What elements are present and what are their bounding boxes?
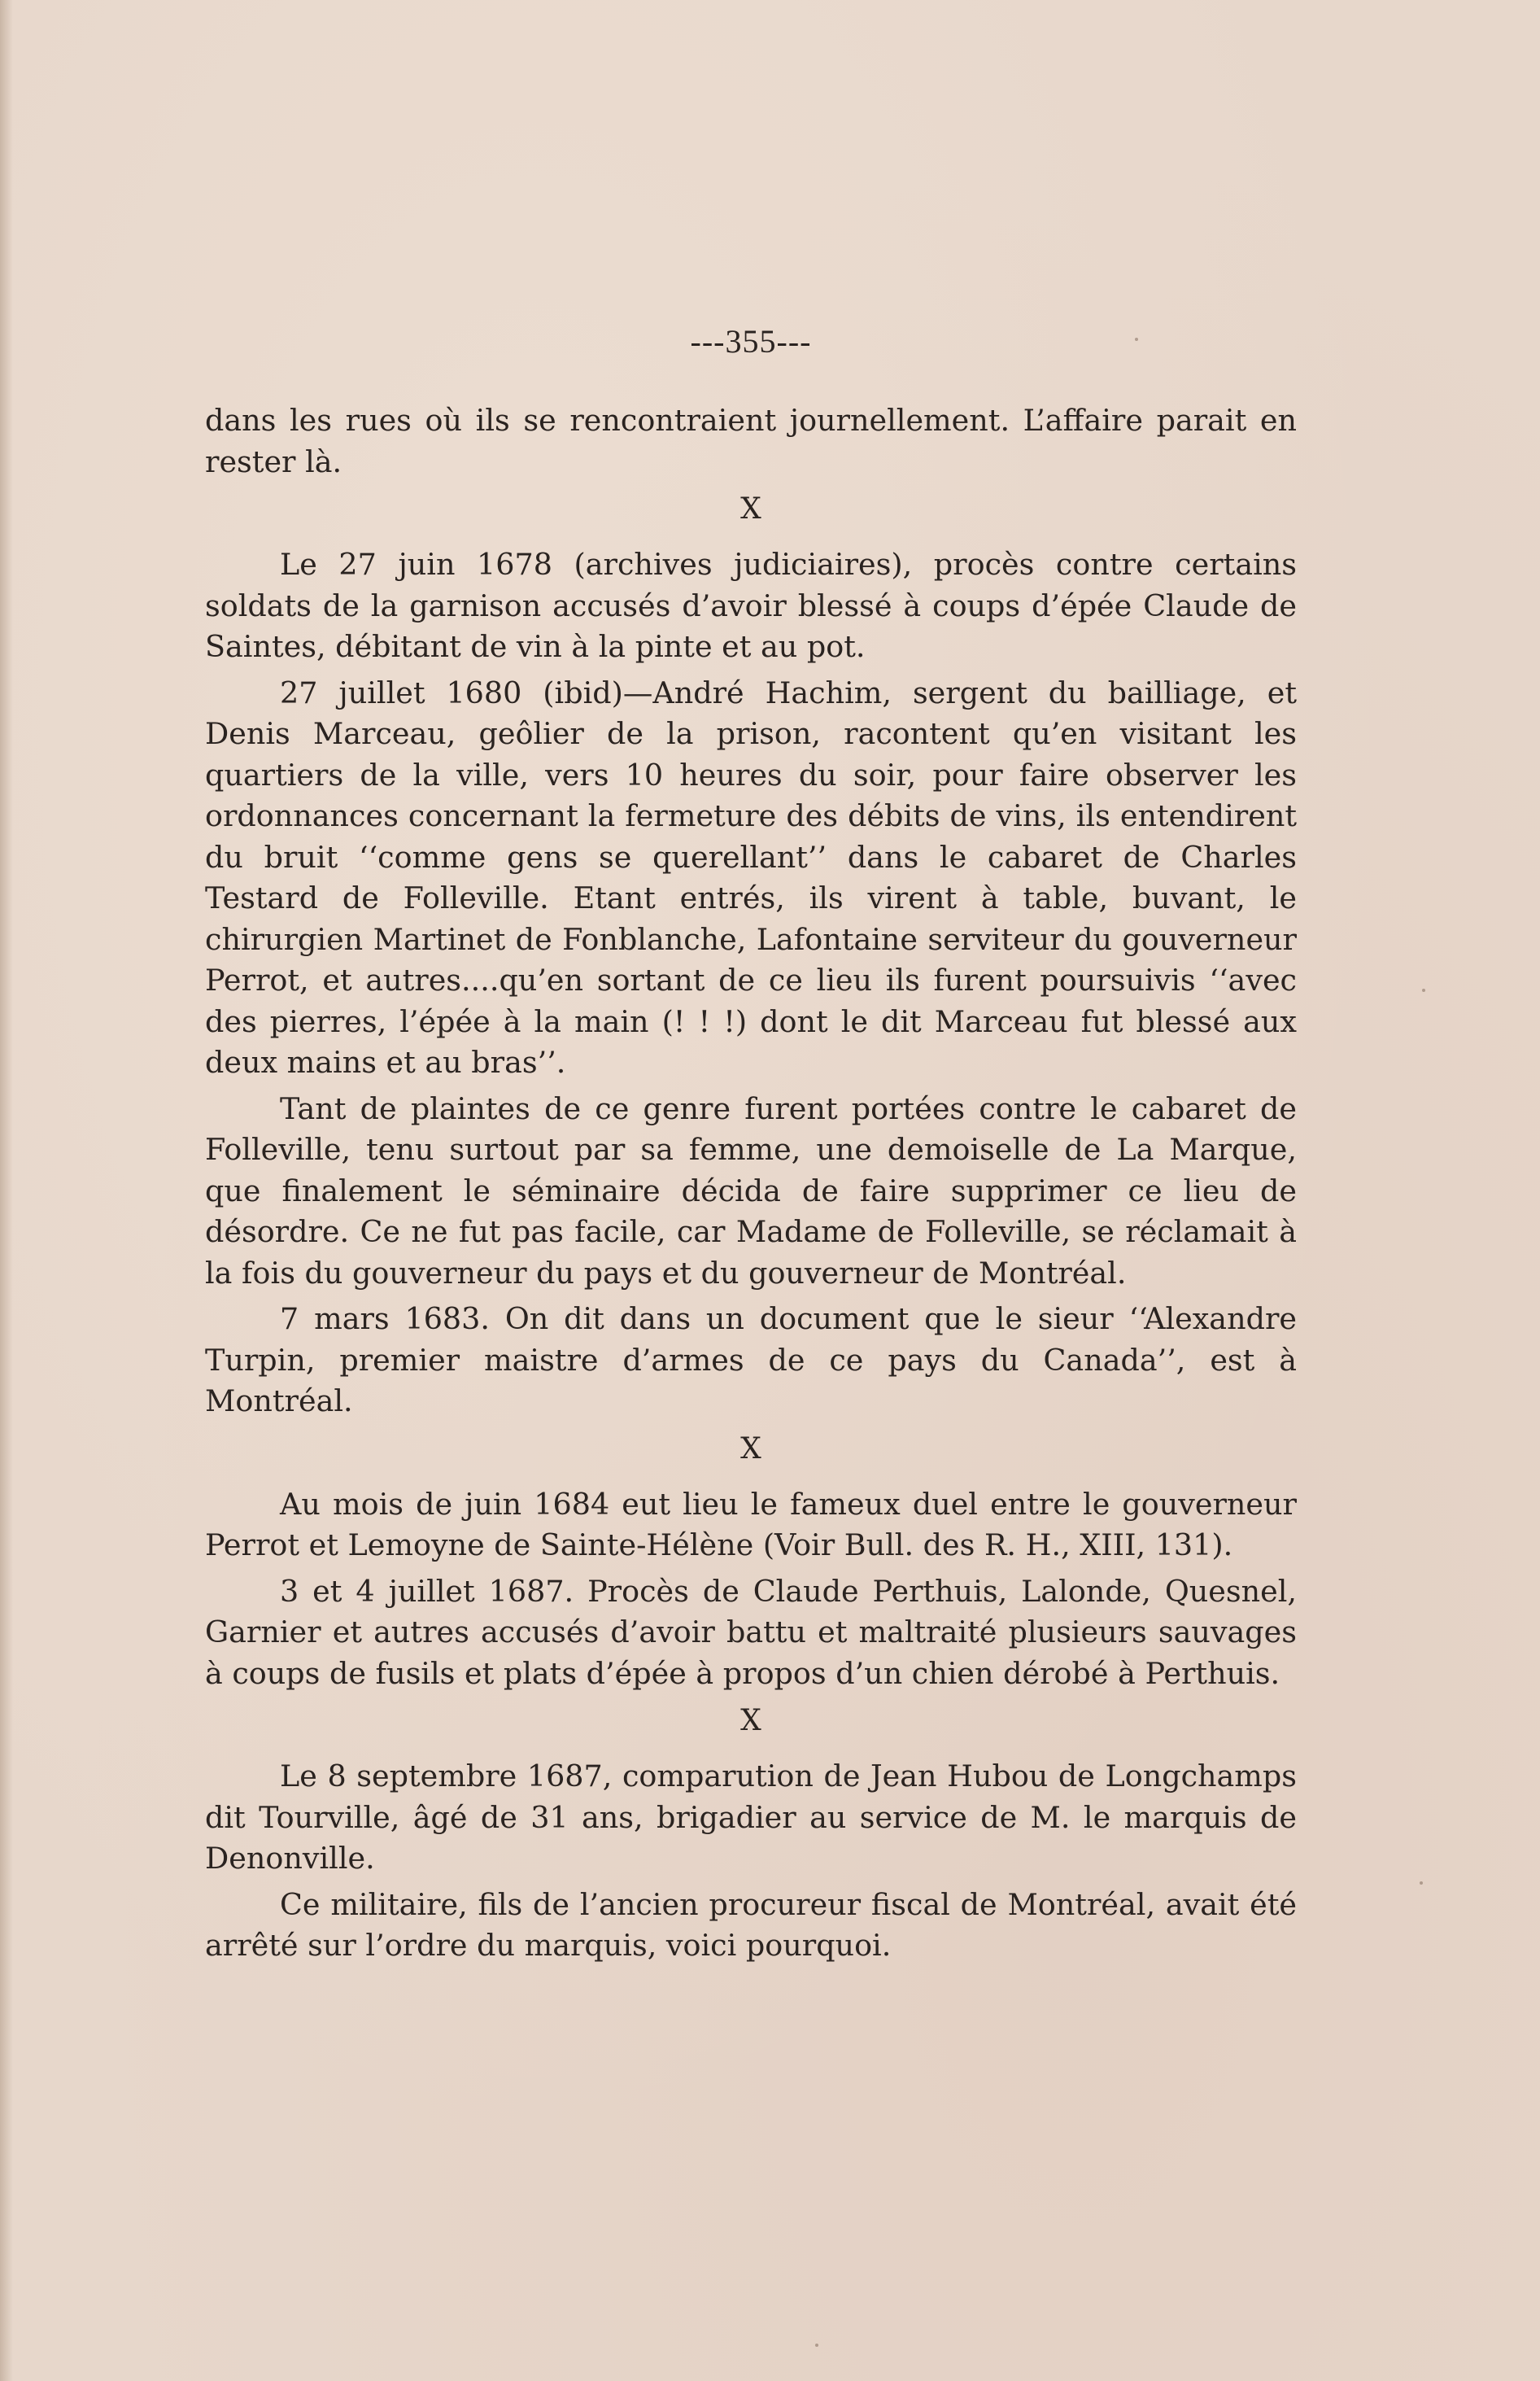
paragraph-1: dans les rues où ils se rencontraient journellement. L’affaire parait en rester là. bbox=[205, 403, 1297, 479]
paper-speck bbox=[1422, 989, 1425, 992]
paragraph-2: Le 27 juin 1678 (archives judiciaires), procès contre certains soldats de la garnison accusés d’avoir blessé à coups d’épée Claude de Saintes, débitant de vin à la pinte et au pot. bbox=[205, 547, 1297, 664]
paper-speck bbox=[1420, 1881, 1423, 1885]
section-separator: X bbox=[740, 1431, 761, 1466]
paragraph-7: 3 et 4 juillet 1687. Procès de Claude Perthuis, Lalonde, Quesnel, Garnier et autres accusés d’avoir battu et maltraité plusieurs sauvages à coups de fusils et plats d’épée à propos d’un chien dérobé à Perthuis. bbox=[205, 1573, 1297, 1691]
paper-speck bbox=[815, 2344, 818, 2347]
paragraph-8: Le 8 septembre 1687, comparution de Jean Hubou de Longchamps dit Tourville, âgé de 31 ans, brigadier au service de M. le marquis de Denonville. bbox=[205, 1758, 1297, 1876]
section-separator: X bbox=[740, 492, 761, 526]
paper-speck bbox=[1135, 338, 1138, 341]
paragraph-5: 7 mars 1683. On dit dans un document que le sieur ‘‘Alexandre Turpin, premier maistre d’armes de ce pays du Canada’’, est à Montréal. bbox=[205, 1301, 1297, 1418]
page-body bbox=[205, 325, 1297, 1972]
paragraph-9: Ce militaire, fils de l’ancien procureur fiscal de Montréal, avait été arrêté sur l’ordre du marquis, voici pourquoi. bbox=[205, 1886, 1297, 1963]
page-edge-shadow bbox=[0, 0, 13, 2381]
paragraph-6: Au mois de juin 1684 eut lieu le fameux duel entre le gouverneur Perrot et Lemoyne de Sainte-Hélène (Voir Bull. des R. H., XIII, 131). bbox=[205, 1486, 1297, 1562]
paragraph-3: 27 juillet 1680 (ibid)—André Hachim, sergent du bailliage, et Denis Marceau, geôlier de la prison, racontent qu’en visitant les quartiers de la ville, vers 10 heures du soir, pour faire observer les ordonnances concernant la fermeture des débits de vins, ils entendirent du bruit ‘‘comme gens se querellant’’ dans le cabaret de Charles Testard de Folleville. Etant entrés, ils virent à table, buvant, le chirurgien Martinet de Fonblanche, Lafontaine serviteur du gouverneur Perrot, et autres....qu’en sortant de ce lieu ils furent poursuivis ‘‘avec des pierres, l’épée à la main (! ! !) dont le dit Marceau fut blessé aux deux mains et au bras’’. bbox=[205, 675, 1297, 1080]
page-number: ---355--- bbox=[690, 323, 812, 360]
section-separator: X bbox=[740, 1704, 761, 1737]
paragraph-4: Tant de plaintes de ce genre furent portées contre le cabaret de Folleville, tenu surtout par sa femme, une demoiselle de La Marque, que finalement le séminaire décida de faire supprimer ce lieu de désordre. Ce ne fut pas facile, car Madame de Folleville, se réclamait à la fois du gouverneur du pays et du gouverneur de Montréal. bbox=[205, 1090, 1297, 1291]
